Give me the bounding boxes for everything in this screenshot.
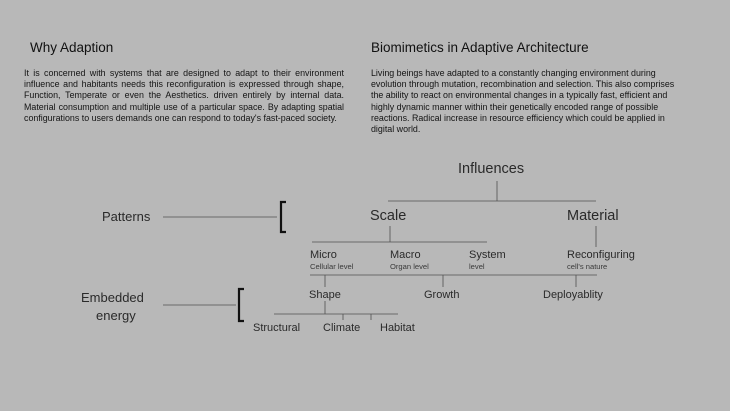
why-adaption-title: Why Adaption <box>30 40 114 55</box>
node-influences: Influences <box>458 161 525 177</box>
node-system-sub: level <box>469 262 485 271</box>
node-embedded-energy-line2: energy <box>96 308 136 323</box>
node-material: Material <box>567 208 619 224</box>
biomimetics-title: Biomimetics in Adaptive Architecture <box>371 40 589 55</box>
node-embedded-energy-line1: Embedded <box>81 290 144 305</box>
node-reconfiguring-sub: cell's nature <box>567 262 608 271</box>
node-growth: Growth <box>424 289 460 301</box>
why-adaption-body: It is concerned with systems that are designed to adapt to their environment influence and habitants needs this reconfiguration is expressed through shape, Function, Temperate or even the Aesthetics. driven entirely by internal data. Material consumption and multiple use of a particular space. By adapting spatial configurations to users demands one can respond to today's fast-paced society. <box>24 68 344 123</box>
node-shape: Shape <box>309 289 341 301</box>
embedded-bracket <box>239 289 244 321</box>
node-patterns: Patterns <box>102 209 151 224</box>
node-micro: Micro <box>310 249 337 261</box>
node-structural: Structural <box>253 322 301 334</box>
node-macro: Macro <box>390 249 421 261</box>
node-reconfiguring: Reconfiguring <box>567 249 635 261</box>
patterns-bracket <box>281 202 286 232</box>
node-climate: Climate <box>323 322 361 334</box>
node-macro-sub: Organ level <box>390 262 429 271</box>
node-scale: Scale <box>370 208 407 224</box>
biomimetics-body: Living beings have adapted to a constantly changing environment during evolution through mutation, recombination and selection. This also comprises the ability to react on environmental changes in a typically fast, efficient and highly dynamic manner within their genetically encoded range of possible reactions. Radical increase in resource efficiency which could be applied in digital world. <box>371 68 675 135</box>
node-system: System <box>469 249 506 261</box>
node-deployability: Deployablity <box>543 289 603 301</box>
node-habitat: Habitat <box>380 322 415 334</box>
node-micro-sub: Cellular level <box>310 262 354 271</box>
